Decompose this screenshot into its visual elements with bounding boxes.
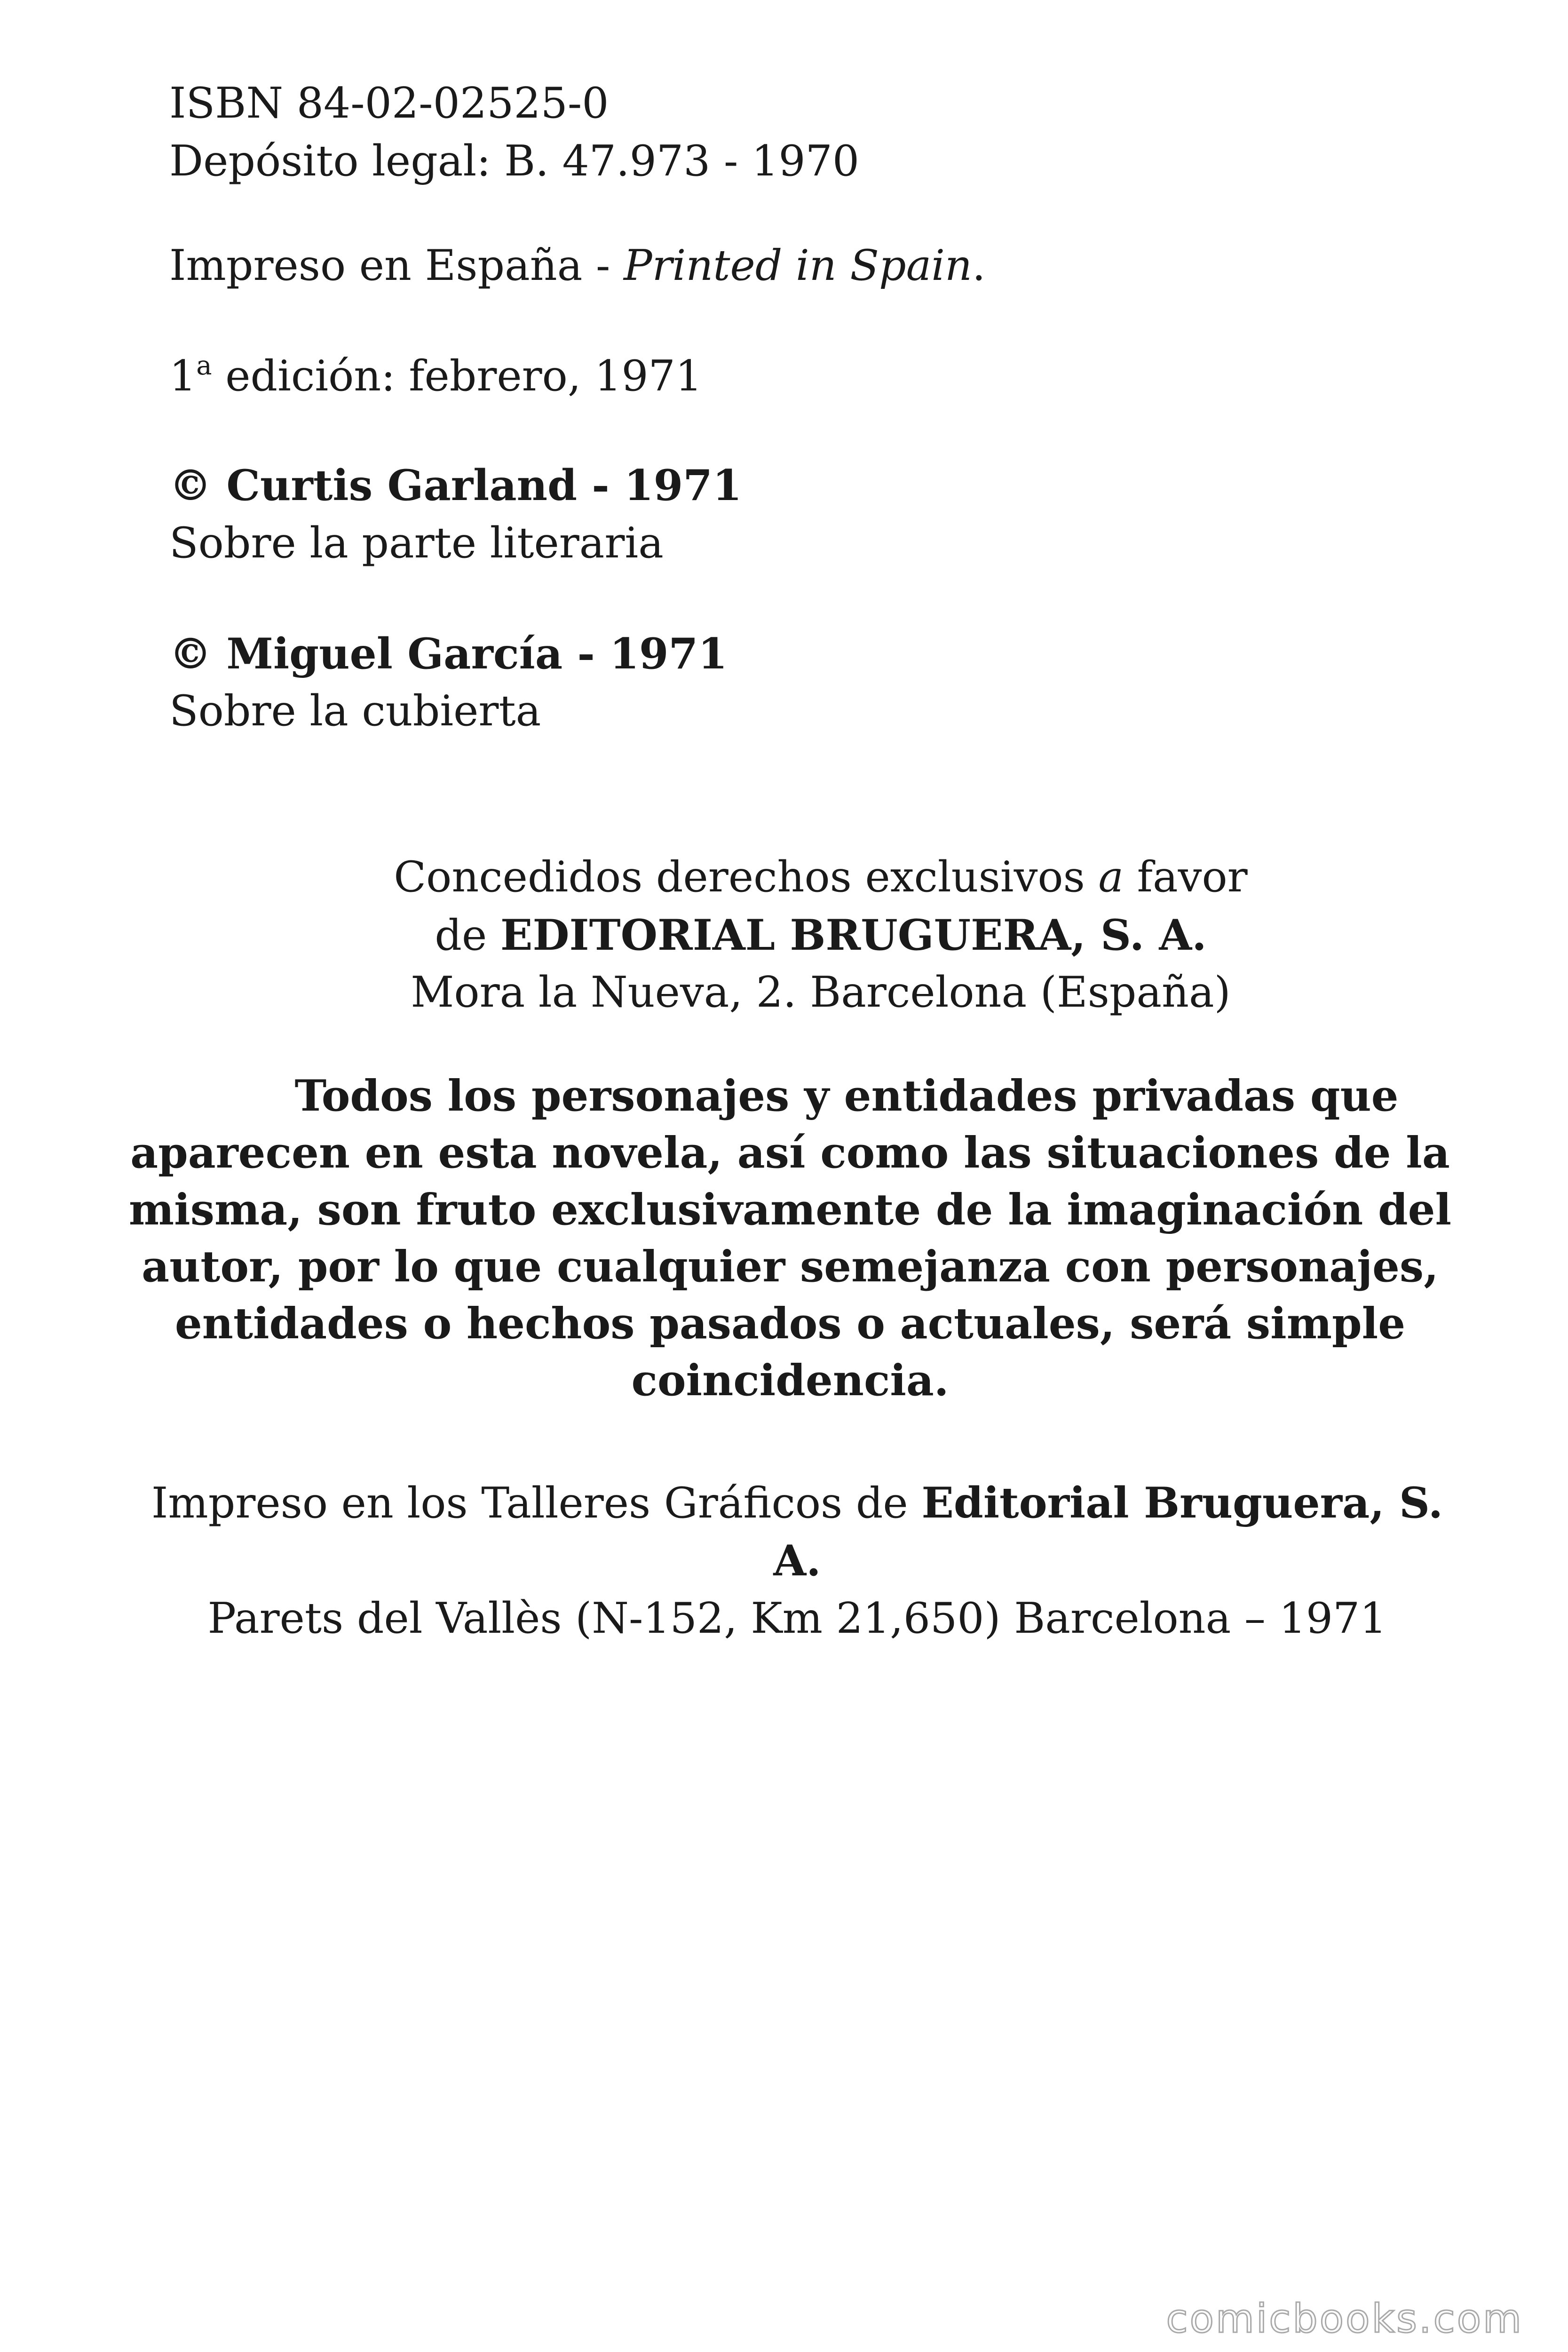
- edition-date: edición: febrero, 1971: [212, 351, 703, 401]
- copyright-author-bold: © Curtis Garland - 1971: [169, 461, 742, 510]
- printed-in-spain-line: [169, 238, 986, 294]
- copyright-cover-bold: © Miguel García - 1971: [169, 629, 728, 679]
- copyright-cover-subtitle: Sobre la cubierta: [169, 686, 541, 736]
- edition-number: 1: [169, 351, 197, 401]
- printed-in-spain-prefix: Impreso en España -: [169, 241, 624, 290]
- deposito-legal-line: Depósito legal: B. 47.973 - 1970: [169, 136, 860, 186]
- rights-line-2-prefix: de: [435, 911, 500, 960]
- rights-line-3: Mora la Nueva, 2. Barcelona (España): [411, 968, 1231, 1017]
- copyright-author-subtitle: Sobre la parte literaria: [169, 518, 664, 568]
- printer-name: Editorial Bruguera, S.: [921, 1478, 1443, 1528]
- fiction-disclaimer: [113, 1068, 1467, 1409]
- printer-address-line: Parets del Vallès (N-152, Km 21,650) Barcelona – 1971: [207, 1594, 1387, 1643]
- copyright-cover-title: [169, 626, 728, 683]
- printed-in-spain-suffix: .: [972, 241, 986, 290]
- disclaimer-text: Todos los personajes y entidades privadas que aparecen en esta novela, así como las situaciones de la misma, son fruto exclusivamente de la imaginación del autor, por lo que cualquier semejanza con personajes, entidades o hechos pasados o actuales, será simple coincidencia.: [128, 1071, 1452, 1406]
- printer-line-1: [13, 1475, 1568, 1532]
- rights-line-1-italic: a: [1098, 852, 1124, 902]
- edition-superscript: a: [196, 350, 212, 381]
- isbn-line: ISBN 84-02-02525-0: [169, 79, 609, 128]
- rights-line-2: [37, 907, 1568, 964]
- rights-line-1: [37, 849, 1568, 906]
- printer-line-1-prefix: Impreso en los Talleres Gráficos de: [151, 1478, 922, 1528]
- copyright-author-title: [169, 457, 742, 514]
- rights-line-1-suffix: favor: [1124, 852, 1248, 902]
- printer-name-continued: A.: [773, 1536, 821, 1586]
- edition-line: [169, 348, 702, 405]
- site-watermark: comicbooks.com: [1166, 2296, 1523, 2342]
- printer-line-2: [13, 1533, 1568, 1589]
- rights-line-1-prefix: Concedidos derechos exclusivos: [394, 852, 1099, 902]
- printed-in-spain-italic: Printed in Spain: [624, 241, 973, 290]
- publisher-name: EDITORIAL BRUGUERA, S. A.: [500, 910, 1207, 960]
